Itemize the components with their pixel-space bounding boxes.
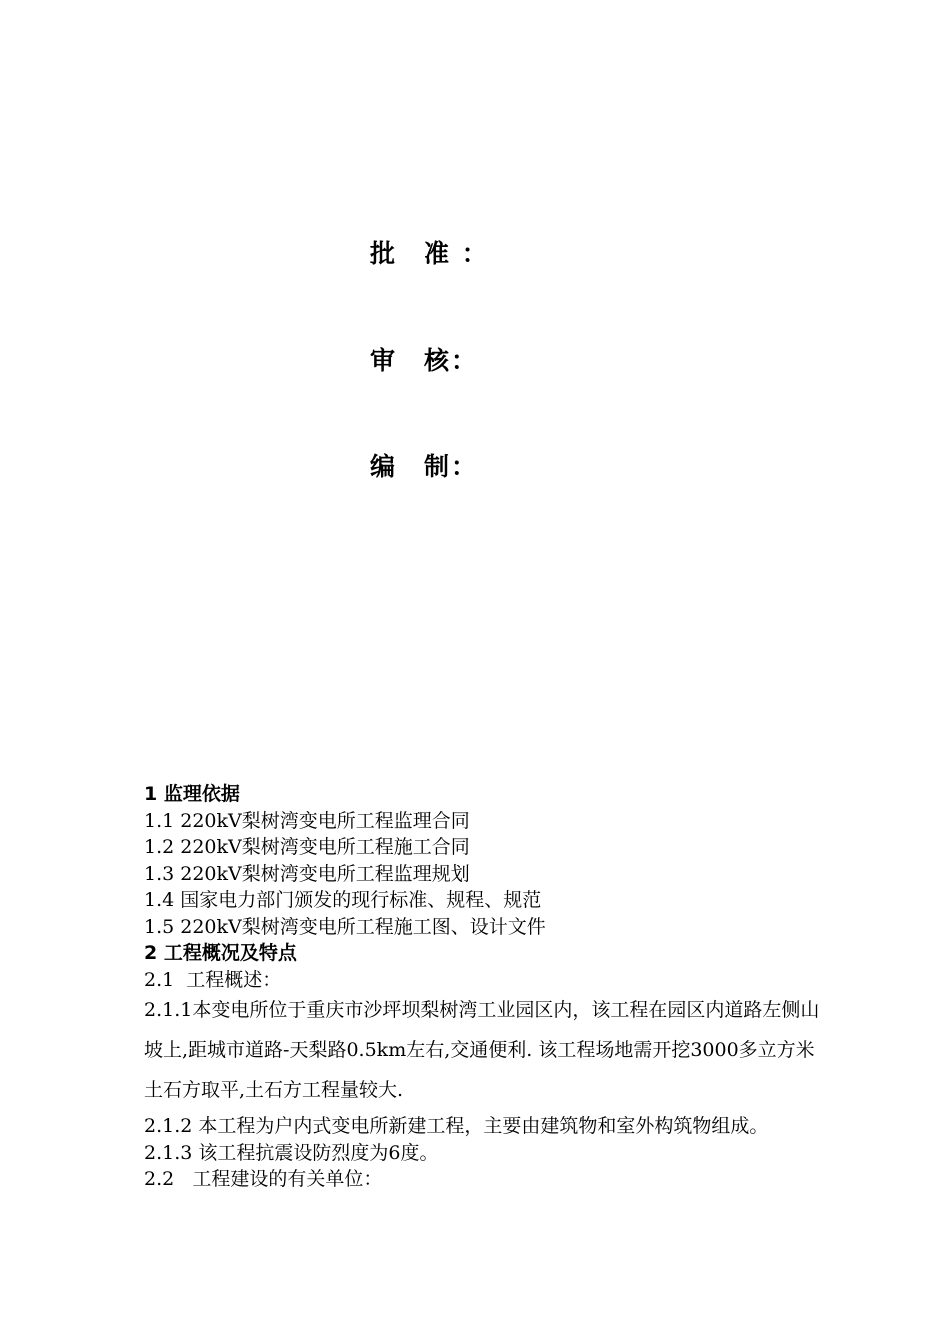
paragraph: 2.1.3 该工程抗震设防烈度为6度。	[144, 1141, 439, 1164]
paragraph: 1.3 220kV梨树湾变电所工程监理规划	[144, 862, 470, 885]
section-heading: 1 监理依据	[144, 783, 240, 805]
review-label: 审 核：	[370, 346, 479, 375]
paragraph: 1.1 220kV梨树湾变电所工程监理合同	[144, 809, 470, 832]
approve-label: 批 准 ：	[370, 239, 489, 268]
paragraph: 2.2 工程建设的有关单位：	[144, 1168, 383, 1190]
paragraph: 2.1.1本变电所位于重庆市沙坪坝梨树湾工业园区内，该工程在园区内道路左侧山坡上,距城市道路-天梨路0.5km左右,交通便利. 该工程场地需开挖3000多立方米土石方取平,土石方工程量较大.	[144, 999, 820, 1101]
document-body	[144, 781, 824, 1193]
paragraph: 1.5 220kV梨树湾变电所工程施工图、设计文件	[144, 915, 546, 938]
section-heading: 2 工程概况及特点	[144, 942, 297, 964]
paragraph: 2.1 工程概述：	[144, 968, 282, 991]
paragraph: 1.4 国家电力部门颁发的现行标准、规程、规范	[144, 889, 542, 911]
compile-label: 编 制：	[370, 452, 479, 481]
paragraph: 1.2 220kV梨树湾变电所工程施工合同	[144, 836, 470, 858]
paragraph: 2.1.2 本工程为户内式变电所新建工程，主要由建筑物和室外构筑物组成。	[144, 1115, 769, 1137]
